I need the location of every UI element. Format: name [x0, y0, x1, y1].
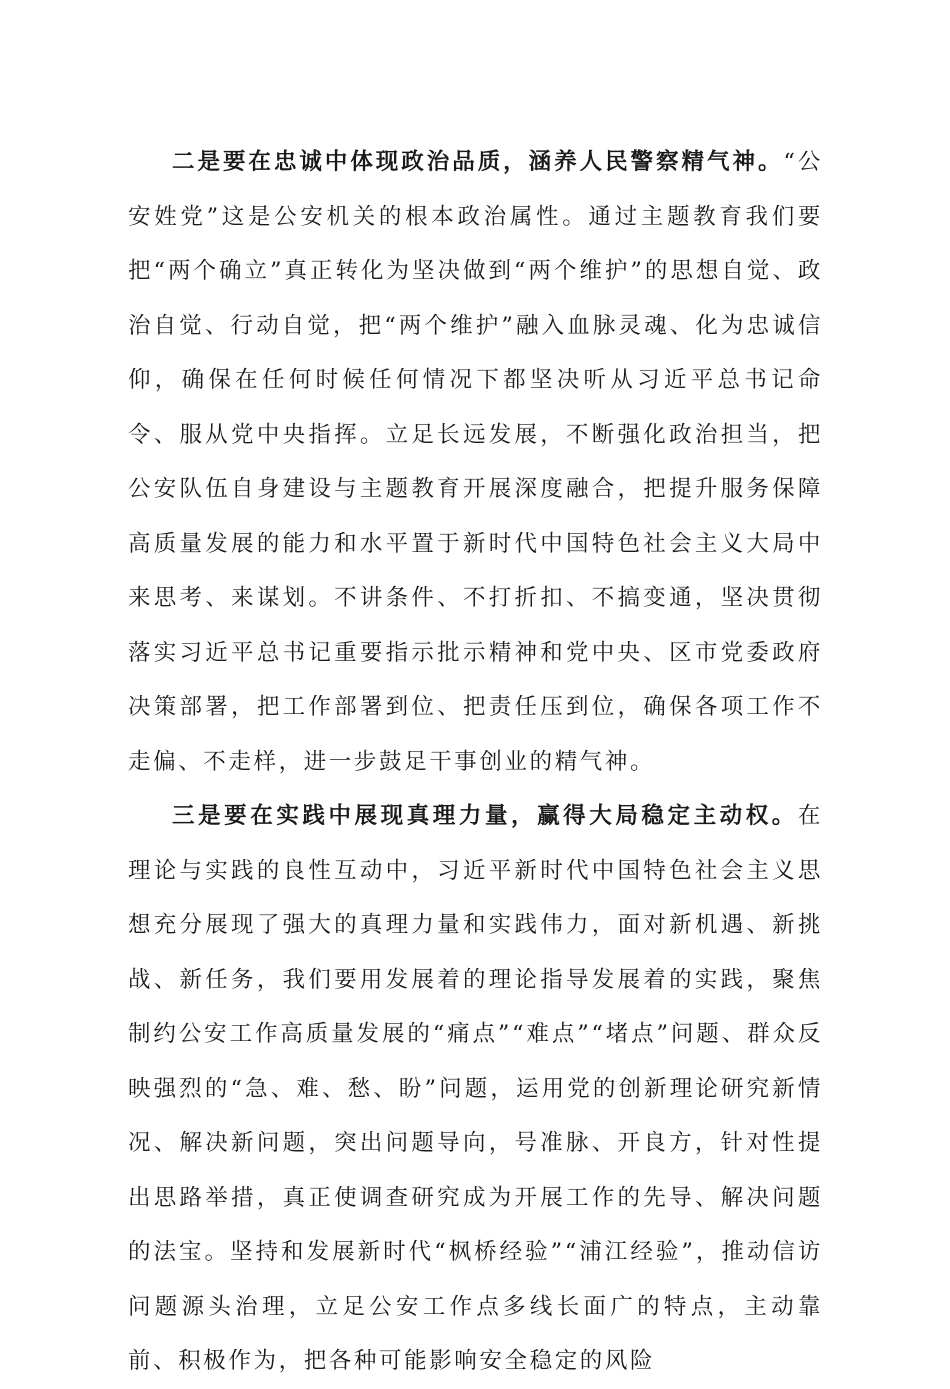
- paragraph-text: 在理论与实践的良性互动中，习近平新时代中国特色社会主义思想充分展现了强大的真理力量和实践伟力，面对新机遇、新挑战、新任务，我们要用发展着的理论指导发展着的实践，聚焦制约公安工作高质量发展的“痛点”“难点”“堵点”问题、群众反映强烈的“急、难、愁、盼”问题，运用党的创新理论研究新情况、解决新问题，突出问题导向，号准脉、开良方，针对性提出思路举措，真正使调查研究成为开展工作的先导、解决问题的法宝。坚持和发展新时代“枫桥经验”“浦江经验”，推动信访问题源头治理，立足公安工作点多线长面广的特点，主动靠前、积极作为，把各种可能影响安全稳定的风险: [128, 803, 823, 1374]
- paragraph-3: [128, 789, 823, 1389]
- paragraph-2: [128, 135, 823, 789]
- document-body: [128, 135, 823, 1389]
- paragraph-heading: 三是要在实践中展现真理力量，赢得大局稳定主动权。: [172, 803, 798, 829]
- paragraph-text: “公安姓党”这是公安机关的根本政治属性。通过主题教育我们要把“两个确立”真正转化为坚决做到“两个维护”的思想自觉、政治自觉、行动自觉，把“两个维护”融入血脉灵魂、化为忠诚信仰，确保在任何时候任何情况下都坚决听从习近平总书记命令、服从党中央指挥。立足长远发展，不断强化政治担当，把公安队伍自身建设与主题教育开展深度融合，把提升服务保障高质量发展的能力和水平置于新时代中国特色社会主义大局中来思考、来谋划。不讲条件、不打折扣、不搞变通，坚决贯彻落实习近平总书记重要指示批示精神和党中央、区市党委政府决策部署，把工作部署到位、把责任压到位，确保各项工作不走偏、不走样，进一步鼓足干事创业的精气神。: [128, 149, 824, 775]
- paragraph-heading: 二是要在忠诚中体现政治品质，涵养人民警察精气神。: [172, 149, 784, 175]
